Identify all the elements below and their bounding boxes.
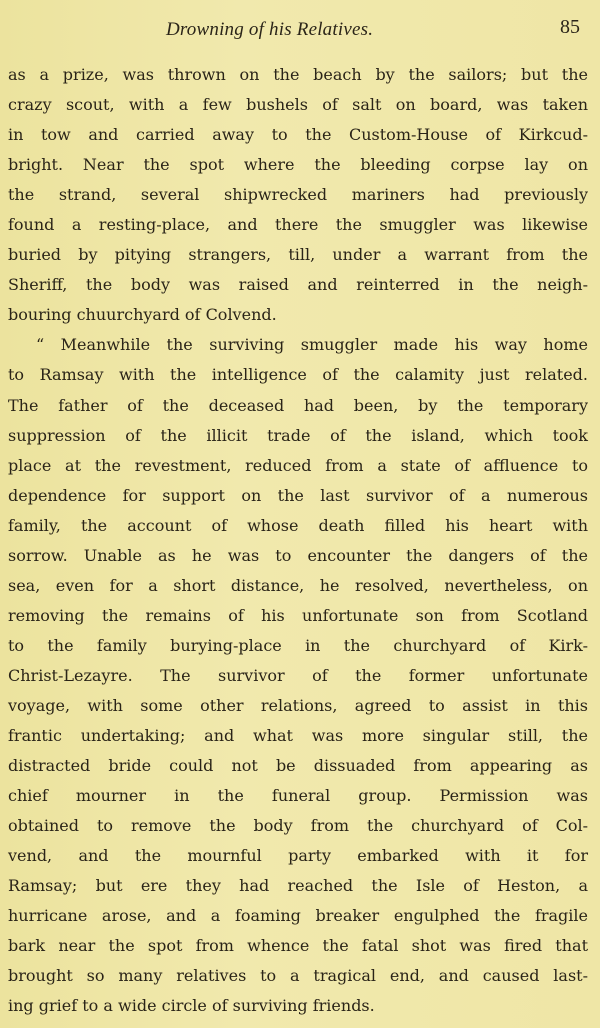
- text-line: distracted bride could not be dissuaded from appearing as: [8, 756, 588, 776]
- text-line: frantic undertaking; and what was more singular still, the: [8, 726, 588, 746]
- text-line: sorrow. Unable as he was to encounter the dangers of the: [8, 545, 588, 565]
- page-number: 85: [560, 16, 580, 38]
- text-line: removing the remains of his unfortunate son from Scotland: [8, 605, 588, 625]
- text-line: sea, even for a short distance, he resolved, nevertheless, on: [8, 575, 588, 595]
- text-line: crazy scout, with a few bushels of salt on board, was taken: [8, 95, 588, 115]
- text-line: chief mourner in the funeral group. Permission was: [8, 786, 588, 806]
- text-line: hurricane arose, and a foaming breaker engulphed the fragile: [8, 906, 588, 926]
- text-line: ing grief to a wide circle of surviving friends.: [8, 996, 375, 1016]
- text-line: Ramsay; but ere they had reached the Isle of Heston, a: [8, 876, 588, 896]
- text-line: buried by pitying strangers, till, under a warrant from the: [8, 245, 588, 265]
- text-line: to Ramsay with the intelligence of the calamity just related.: [8, 365, 588, 385]
- text-line: to the family burying-place in the churchyard of Kirk-: [8, 635, 588, 655]
- text-line: bright. Near the spot where the bleeding corpse lay on: [8, 155, 588, 175]
- text-line: the strand, several shipwrecked mariners had previously: [8, 185, 588, 205]
- page-header: [0, 14, 600, 44]
- text-line: vend, and the mournful party embarked with it for: [8, 846, 588, 866]
- running-title: Drowning of his Relatives.: [166, 19, 374, 40]
- text-line: suppression of the illicit trade of the island, which took: [8, 425, 588, 445]
- text-line: dependence for support on the last survivor of a numerous: [8, 485, 588, 505]
- text-line: bark near the spot from whence the fatal shot was fired that: [8, 936, 588, 956]
- text-line: Sheriff, the body was raised and reinterred in the neigh-: [8, 275, 588, 295]
- text-line: voyage, with some other relations, agreed to assist in this: [8, 695, 588, 715]
- text-line: found a resting-place, and there the smuggler was likewise: [8, 215, 588, 235]
- text-line: bouring chuurchyard of Colvend.: [8, 305, 277, 325]
- text-line: The father of the deceased had been, by the temporary: [8, 395, 588, 415]
- text-line: brought so many relatives to a tragical end, and caused last-: [8, 966, 588, 986]
- text-line: obtained to remove the body from the churchyard of Col-: [8, 816, 588, 836]
- text-line: Christ-Lezayre. The survivor of the former unfortunate: [8, 665, 588, 685]
- text-line: family, the account of whose death filled his heart with: [8, 515, 588, 535]
- body-text: [8, 60, 588, 1022]
- text-line: “ Meanwhile the surviving smuggler made his way home: [36, 335, 588, 355]
- text-line: in tow and carried away to the Custom-House of Kirkcud-: [8, 125, 588, 145]
- text-line: as a prize, was thrown on the beach by the sailors; but the: [8, 65, 588, 84]
- text-line: place at the revestment, reduced from a state of affluence to: [8, 455, 588, 475]
